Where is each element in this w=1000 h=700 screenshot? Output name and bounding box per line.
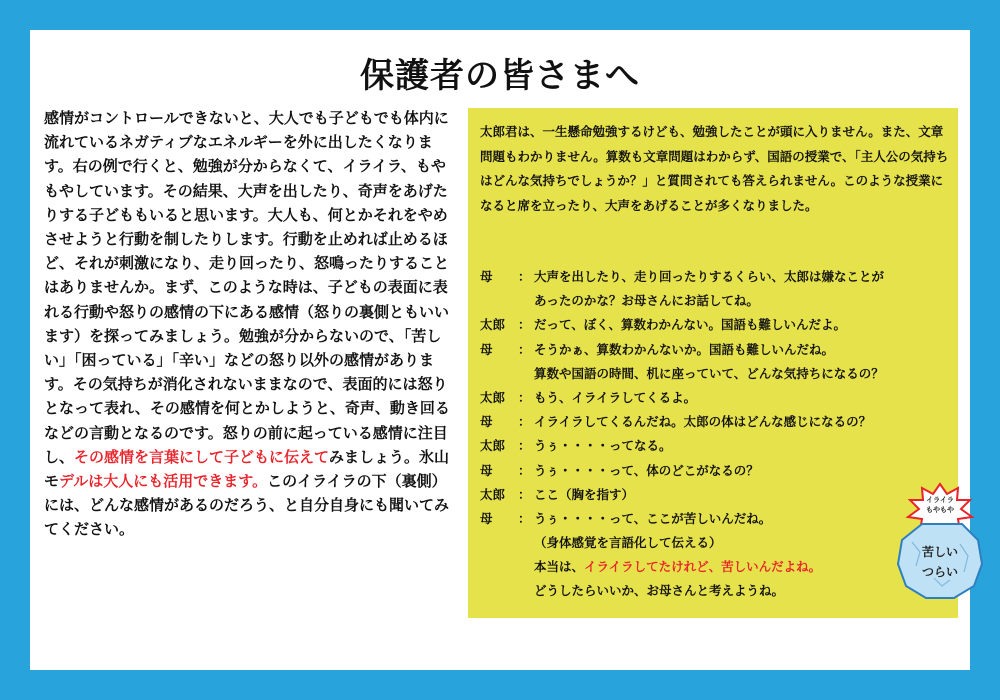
dialog-text: （身体感覚を言語化して伝える） bbox=[534, 535, 722, 551]
dialog-text: うぅ・・・・って、体のどこがなるの？ bbox=[534, 462, 759, 478]
page-title: 保護者の皆さまへ bbox=[360, 56, 640, 96]
dialog-line bbox=[480, 507, 950, 531]
speaker-label bbox=[480, 579, 518, 603]
intro-highlight-2: デルは大人にも活用できます。 bbox=[59, 472, 268, 491]
iceberg-body bbox=[898, 524, 982, 598]
dialog-line bbox=[480, 579, 950, 603]
dialog-text-highlight: イライラしてたけれど、苦しいんだよね。 bbox=[584, 559, 822, 575]
dialog-text: うぅ・・・・って、ここが苦しいんだね。 bbox=[534, 510, 772, 526]
intro-text-2: みましょう。氷山モ bbox=[44, 447, 450, 491]
dialog-text: あったのかな？お母さんにお話してね。 bbox=[534, 293, 759, 309]
colon bbox=[518, 289, 534, 313]
speaker-label bbox=[480, 362, 518, 386]
dialog-line bbox=[480, 289, 950, 313]
intro-text-1: 感情がコントロールできないと、大人でも子どもでも体内に流れているネガティブなエネルギーを外に出したくなります。右の例で行くと、勉強が分からなくて、イライラ、もやもやしています。その結果、大声を出したり、奇声をあげたりする子どももいると思います。大人も、何とかそれをやめさせようと行動を制したりします。行動を止めれば止めるほど、それが刺激になり、走り回ったり、怒鳴ったりすることはありませんか。まず、このような時は、子どもの表面に表れる行動や怒りの感情の下にある感情（怒りの裏側ともいいます）を探ってみましょう。勉強が分からないので、「苦しい」「困っている」「辛い」などの怒り以外の感情があります。その気持ちが消化されないままなので、表面的には怒りとなって表れ、その感情を何とかしようと、奇声、動き回るなどの言動となるのです。怒りの前に起っている感情に注目し、 bbox=[44, 109, 450, 466]
speaker-label: 太郎 bbox=[480, 486, 506, 502]
dialog-line bbox=[480, 265, 950, 289]
speaker-label bbox=[480, 555, 518, 579]
speaker-label: 母 bbox=[480, 414, 493, 430]
colon bbox=[518, 362, 534, 386]
dialog-line bbox=[480, 338, 950, 362]
dialog-text: もう、イライラしてくるよ。 bbox=[534, 389, 697, 405]
dialog-text-plain: 本当は、 bbox=[534, 559, 585, 575]
dialog-text: そうかぁ、算数わかんないか。国語も難しいんだね。 bbox=[534, 341, 835, 357]
dialog-line bbox=[480, 555, 950, 579]
speaker-label: 母 bbox=[480, 269, 493, 284]
iceberg-bottom-label-2: つらい bbox=[921, 565, 958, 579]
dialog-line bbox=[480, 459, 950, 483]
speaker-label bbox=[480, 289, 518, 313]
colon bbox=[518, 555, 534, 579]
iceberg-illustration bbox=[890, 482, 990, 602]
notice-sheet bbox=[30, 30, 970, 670]
intro-paragraph bbox=[44, 106, 454, 542]
speaker-label bbox=[480, 531, 518, 555]
colon: ： bbox=[518, 389, 531, 405]
dialog-text: イライラしてくるんだね。太郎の体はどんな感じになるの？ bbox=[534, 414, 872, 430]
dialog-text: 大声を出したり、走り回ったりするくらい、太郎は嫌なことが bbox=[534, 269, 885, 284]
speaker-label: 母 bbox=[480, 510, 493, 526]
dialog-text bbox=[534, 555, 821, 579]
dialog-line bbox=[480, 531, 950, 555]
dialog-line bbox=[480, 386, 950, 410]
speaker-label: 母 bbox=[480, 341, 493, 357]
speaker-label: 太郎 bbox=[480, 438, 506, 454]
dialog-text: だって、ぼく、算数わかんない。国語も難しいんだよ。 bbox=[534, 317, 847, 333]
dialog-line bbox=[480, 362, 950, 386]
speaker-label: 太郎 bbox=[480, 317, 506, 333]
dialog-line bbox=[480, 434, 950, 458]
colon: ： bbox=[518, 438, 531, 454]
dialog-line bbox=[480, 313, 950, 337]
iceberg-top-label-2: もやもや bbox=[926, 506, 954, 514]
dialog-text: 算数や国語の時間、机に座っていて、どんな気持ちになるの？ bbox=[534, 365, 884, 381]
speaker-label: 太郎 bbox=[480, 389, 506, 405]
example-panel bbox=[468, 108, 958, 618]
dialog-line bbox=[480, 410, 950, 434]
intro-text-3: このイライラの下（裏側）には、どんな感情があるのだろう、と自分自身にも聞いてみてください。 bbox=[44, 472, 450, 539]
story-paragraph: 太郎君は、一生懸命勉強するけども、勉強したことが頭に入りません。また、文章問題もわかりません。算数も文章問題はわからず、国語の授業で、「主人公の気持ちはどんな気持ちでしょうか？」と質問されても答えられません。このような授業になると席を立ったり、大声をあげることが多くなりました。 bbox=[480, 124, 949, 213]
dialog-text: どうしたらいいか、お母さんと考えようね。 bbox=[534, 583, 785, 599]
dialog-list bbox=[480, 265, 950, 604]
dialog-line bbox=[480, 483, 950, 507]
dialog-text: ここ（胸を指す） bbox=[534, 486, 635, 502]
speaker-label: 母 bbox=[480, 462, 493, 478]
iceberg-bottom-label-1: 苦しい bbox=[921, 545, 958, 559]
colon: ： bbox=[518, 486, 531, 502]
colon bbox=[518, 579, 534, 603]
dialog-text: うぅ・・・・ってなる。 bbox=[534, 438, 672, 454]
colon: ： bbox=[518, 414, 531, 430]
colon: ： bbox=[518, 269, 531, 284]
colon: ： bbox=[518, 317, 531, 333]
colon: ： bbox=[518, 510, 531, 526]
iceberg-top-label-1: イライラ bbox=[926, 496, 954, 504]
colon: ： bbox=[518, 462, 531, 478]
colon: ： bbox=[518, 341, 531, 357]
colon bbox=[518, 531, 534, 555]
intro-highlight-1: その感情を言葉にして子どもに伝えて bbox=[74, 447, 330, 466]
